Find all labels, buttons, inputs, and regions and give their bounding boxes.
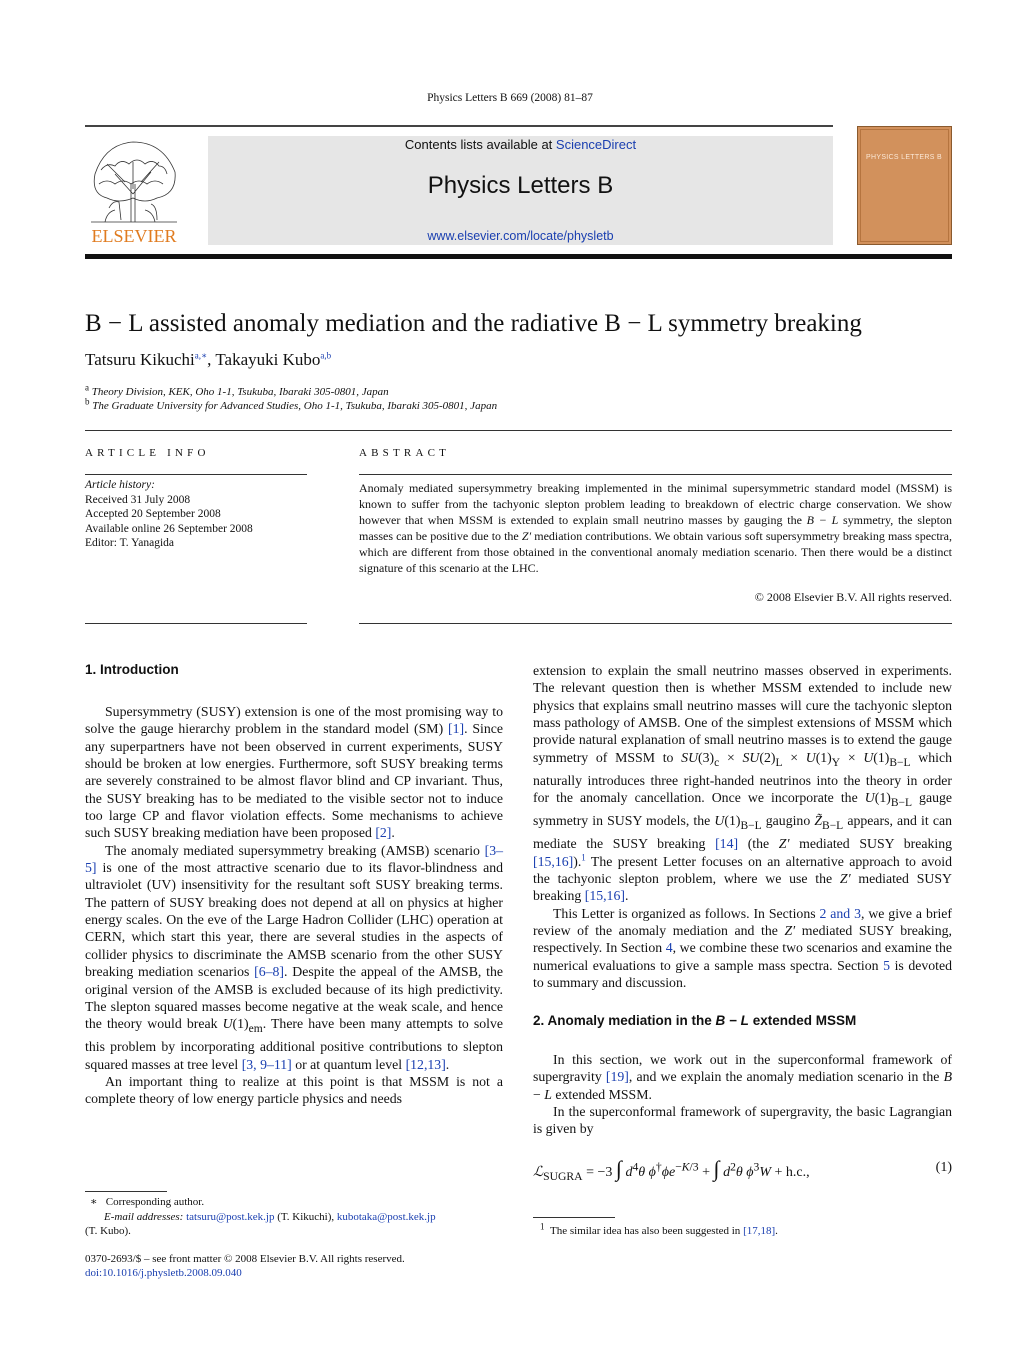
section-2-text: In this section, we work out in the superconformal framework of supergravity [19], and we explain the anomaly mediation scenario in the B − L extended MSSM. In the superconformal framework of supergravity, the basic Lagrangian is given by <box>533 1052 952 1137</box>
corresponding-footnote: ∗ Corresponding author. E-mail addresses: tatsuru@post.kek.jp (T. Kikuchi), kubotaka@post.kek.jp (T. Kubo). <box>85 1196 436 1237</box>
abstract-rule <box>359 474 952 475</box>
contents-line <box>208 137 833 152</box>
right-column-text: extension to explain the small neutrino masses observed in experiments. The relevant question then is whether MSSM extended to include new physics that explains small neutrino masses will cure the tachyonic slepton mass pathology of AMSB. One of the simplest extensions of MSSM which provide natural explanation of small neutrino masses is to extend the gauge symmetry of MSSM to $SU(3)_c \times SU(2)_L \times U(1)_Y \times U(1)_{B-L}$ which naturally introduces three right-handed neutrinos into the theory in order for the anomaly cancellation. Once we incorporate the $U(1)_{B-L}$ gauge symmetry in SUSY models, the $U(1)_{B-L}$ gaugino $Z̃_{B-L}$ appears, and it can mediate the SUSY breaking [14] (the Z′ mediated SUSY breaking [15,16]).$^1$ The present Letter focuses on an alternative approach to avoid the tachyonic slepton problem, where we use the Z′ mediated SUSY breaking [15,16]. This Letter is organized as follows. In Sections 2 and 3, we give a brief review of the anomaly mediation and the Z′ mediated SUSY breaking, respectively. In Section 4, we combine these two scenarios and examine the numerical evaluations to give a sample mass spectra. Section 5 is devoted to summary and discussion. <box>533 663 953 991</box>
author-2-marks[interactable]: a,b <box>320 350 332 361</box>
header-rule <box>85 125 833 127</box>
elsevier-logo[interactable] <box>85 134 183 246</box>
email-link-1[interactable]: tatsuru@post.kek.jp <box>186 1210 275 1223</box>
abstract-body: Anomaly mediated supersymmetry breaking implemented in the minimal supersymmetric standard model (MSSM) is known to suffer from the tachyonic slepton problem leading to breakdown of electric charge conservation. We show however that when MSSM is extended to explain small neutrino masses by gauging the B − L symmetry, the slepton masses can be positive due to the Z′ mediation contributions. We obtain various soft supersymmetry breaking mass spectra, which are different from those obtained in the conventional anomaly mediation scenario. Then there would be a distinct signature of this scenario at the LHC. <box>359 481 953 575</box>
doi-container <box>85 1266 242 1281</box>
contents-prefix: Contents lists available at <box>404 137 556 152</box>
abstract-heading: ABSTRACT <box>359 447 451 459</box>
equation-1: ℒ$_{SUGRA}$ = −3 ∫ $d^4\theta$ $\phi^\dagger\phi e^{-K/3}$ + ∫ $d^2\theta$ $\phi^3W + h.c$., (1) <box>533 1156 952 1183</box>
footnote-1-refs[interactable]: [17,18] <box>743 1225 776 1237</box>
affiliation-a-text: Theory Division, KEK, Oho 1-1, Tsukuba, Ibaraki 305-0801, Japan <box>91 386 389 398</box>
intro-text: Supersymmetry (SUSY) extension is one of the most promising way to solve the gauge hierarchy problem in the standard model (SM) [1]. Since any superpartners have not been observed in current experiments, SUSY should be broken at low energies. Furthermore, soft SUSY breaking terms are severely constrained to be almost flavor blind and CP invariant. Thus, the SUSY breaking has to be mediated to the visible sector not to induce too large CP and flavor violation effects. Some mechanisms to achieve such SUSY breaking mediation have been proposed [2]. The anomaly mediated supersymmetry breaking (AMSB) scenario [3–5] is one of the most attractive scenario due to its flavor-blindness and ultraviolet (UV) insensitivity for the resultant soft SUSY breaking terms. The pattern of SUSY breaking does not depend at all on physics at higher energy scales. On the eve of the Large Hadron Collider (LHC) operation at CERN, which start this year, there are several studies in the aspects of collider physics to discriminate the AMSB scenario from the other SUSY breaking mediation scenarios [6–8]. Despite the appeal of the AMSB, the original version of the AMSB is excluded because of its high predictivity. The slepton squared masses become negative at the weak scale, and hence the theory would break $U(1)_{em}$. There have been many attempts to solve this problem by incorporating additional positive contributions to slepton squared masses at tree level [3, 9–11] or at quantum level [12,13]. An important thing to realize at this point is that MSSM is not a complete theory of low energy particle physics and needs <box>85 704 504 1107</box>
section-1-heading: 1. Introduction <box>85 662 179 677</box>
sciencedirect-link[interactable]: ScienceDirect <box>555 137 637 152</box>
author-1[interactable]: Tatsuru Kikuchi <box>85 350 195 369</box>
author-1-marks[interactable]: a,∗ <box>194 350 208 361</box>
article-history <box>85 478 253 551</box>
author-2[interactable]: Takayuki Kubo <box>215 350 321 369</box>
header-thick-rule <box>85 254 952 259</box>
elsevier-tree-icon <box>85 134 183 246</box>
paper-title-text: B − L assisted anomaly mediation and the radiative B − L symmetry breaking <box>85 310 862 337</box>
affiliation-a: $^a$ Theory Division, KEK, Oho 1-1, Tsukuba, Ibaraki 305-0801, Japan <box>85 382 389 398</box>
journal-title: Physics Letters B <box>427 172 614 199</box>
cover-title: PHYSICS LETTERS B <box>866 154 942 161</box>
author-list: Tatsuru Kikuchi$^{a,∗}$, Takayuki Kubo$^{a,b}$ <box>85 350 332 369</box>
affiliation-b-text: The Graduate University for Advanced Studies, Oho 1-1, Tsukuba, Ibaraki 305-0801, Japan <box>92 400 498 412</box>
abstract-copyright: © 2008 Elsevier B.V. All rights reserved. <box>754 590 952 604</box>
journal-url-container <box>208 229 833 243</box>
history-label: Article history: <box>85 479 155 491</box>
front-matter: 0370-2693/$ – see front matter © 2008 Elsevier B.V. All rights reserved. <box>85 1253 405 1265</box>
online-date: Available online 26 September 2008 <box>85 522 253 535</box>
accepted-date: Accepted 20 September 2008 <box>85 508 221 520</box>
paper-title <box>85 310 862 338</box>
equation-number: (1) <box>935 1160 952 1175</box>
editor: Editor: T. Yanagida <box>85 537 175 549</box>
footnote-rule-right <box>533 1217 615 1218</box>
received-date: Received 31 July 2008 <box>85 493 191 506</box>
doi-link[interactable]: doi:10.1016/j.physletb.2008.09.040 <box>85 1267 242 1279</box>
section-2-heading: 2. Anomaly mediation in the B − L extended MSSM <box>533 1013 857 1028</box>
journal-url-link[interactable]: www.elsevier.com/locate/physletb <box>427 229 614 243</box>
article-info-heading: ARTICLE INFO <box>85 447 210 459</box>
cover-frame <box>860 129 949 242</box>
elsevier-wordmark: ELSEVIER <box>91 226 177 246</box>
abstract-bottom-rule <box>359 623 952 624</box>
affiliation-b: $^b$ The Graduate University for Advanced Studies, Oho 1-1, Tsukuba, Ibaraki 305-0801, Japan <box>85 396 498 412</box>
journal-reference: Physics Letters B 669 (2008) 81–87 <box>427 92 593 104</box>
article-info-bottom-rule <box>85 623 307 624</box>
article-info-rule <box>85 474 307 475</box>
email-link-2[interactable]: kubotaka@post.kek.jp <box>336 1210 436 1223</box>
info-top-rule <box>85 430 952 431</box>
footnote-rule-left <box>85 1191 167 1192</box>
footnote-1: $^1$ The similar idea has also been suggested in [17,18]. <box>540 1221 778 1237</box>
